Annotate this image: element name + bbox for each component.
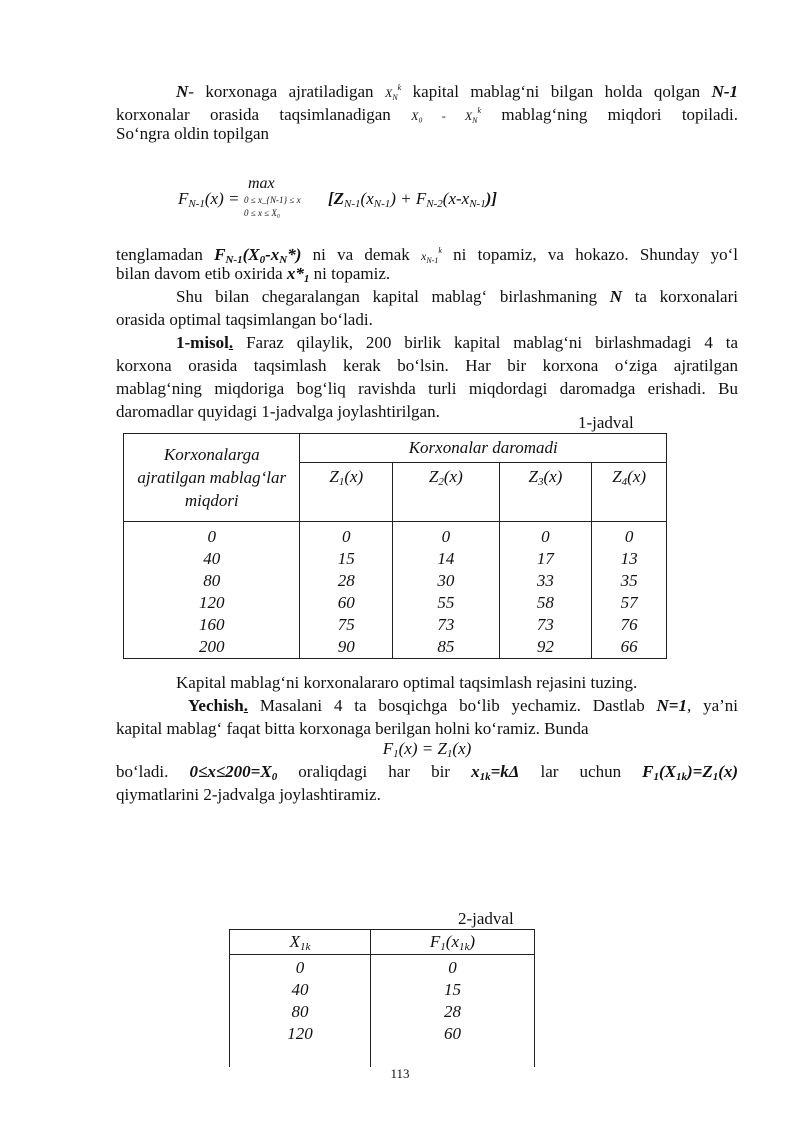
m: (x: [445, 931, 460, 951]
symbol-n: N: [176, 82, 189, 101]
t: ni va demak: [312, 245, 410, 264]
t: oraliqdagi har bir: [298, 762, 450, 781]
t: Faraz qilaylik, 200 birlik kapital mablag‘ni birlashmadagi 4 ta: [246, 333, 739, 352]
symbol-sub: N: [392, 93, 398, 102]
header-line: Korxonalarga: [163, 445, 260, 464]
t: (X: [242, 245, 260, 264]
symbol-xnk: [384, 83, 402, 102]
s: 1: [440, 940, 446, 953]
t: )=Z: [687, 762, 713, 781]
t: F: [214, 245, 226, 264]
table-cell: 200: [198, 637, 225, 656]
symbol-n-1: N-1: [711, 82, 739, 101]
table-cell: 58: [536, 593, 554, 612]
t: .: [243, 696, 248, 715]
sub: N-1: [469, 198, 486, 210]
formula-rhs: [328, 189, 497, 210]
s: N-1: [225, 254, 243, 266]
table-cell: 80: [203, 571, 221, 590]
table-cell: 0: [342, 527, 351, 546]
table1-z4-column: [592, 522, 667, 659]
table1-top-header: Korxonalar daromadi: [300, 434, 667, 463]
t: bilan davom etib oxirida: [116, 264, 283, 283]
t: ta korxonalari: [634, 287, 738, 306]
rest: (x) =: [204, 189, 240, 208]
b: Z: [428, 467, 439, 486]
table1-z3-header: [499, 463, 592, 522]
formula-max: max: [248, 175, 275, 192]
b: Z: [528, 467, 538, 486]
sub: N-1: [188, 198, 205, 210]
s: 1k: [676, 771, 688, 783]
s: 0: [259, 254, 266, 266]
t: *): [287, 245, 302, 264]
s: 2: [438, 476, 444, 488]
t: Shu bilan chegaralangan kapital mablag‘ birlashmaning: [176, 287, 598, 306]
table1-x-column: [124, 522, 300, 659]
table-cell: 120: [198, 593, 225, 612]
table-cell: 14: [437, 549, 455, 568]
t: Masalani 4 ta bosqichga bo‘lib yechamiz. Dastlab: [259, 696, 645, 715]
table-cell: 35: [620, 571, 638, 590]
s: 4: [621, 476, 628, 488]
solution-label: Yechish: [188, 696, 244, 715]
t: lar uchun: [540, 762, 622, 781]
task-statement: Kapital mablag‘ni korxonalararo optimal taqsimlash rejasini tuzing.: [176, 673, 638, 692]
header-line: miqdori: [184, 491, 239, 510]
t: F: [382, 739, 394, 758]
paragraph-intro-line3: So‘ngra oldin topilgan: [116, 124, 269, 143]
t: [Z: [328, 189, 345, 208]
table-1: [123, 433, 667, 659]
r: (x): [627, 467, 647, 486]
t: N=1: [656, 696, 687, 715]
s: N: [279, 254, 288, 266]
text: - korxonaga ajratiladigan: [188, 82, 374, 101]
t: N: [609, 287, 623, 306]
r: (x): [344, 467, 364, 486]
table-cell: 0: [541, 527, 550, 546]
table-cell: 73: [437, 615, 455, 634]
example-1-line1: [116, 331, 738, 354]
s: 1: [712, 771, 719, 783]
paragraph-3-line2: orasida optimal taqsimlangan bo‘ladi.: [116, 310, 373, 329]
table-cell: 0: [207, 527, 216, 546]
table-cell: 92: [536, 637, 554, 656]
table-cell: 76: [620, 615, 638, 634]
paragraph-3-line1: [116, 285, 738, 308]
header-line: ajratilgan mablag‘lar: [137, 468, 287, 487]
t: )]: [485, 189, 498, 208]
table-cell: 57: [620, 593, 638, 612]
table-cell: 40: [203, 549, 221, 568]
text: mablag‘ning miqdori topiladi.: [501, 105, 739, 124]
table-cell: 13: [620, 549, 638, 568]
formula-lhs: [178, 189, 239, 210]
table2-caption: 2-jadval: [458, 909, 514, 928]
s: 1: [653, 771, 660, 783]
t: x*: [286, 264, 304, 283]
table1-z2-header: [393, 463, 500, 522]
table-cell: 0: [448, 958, 457, 977]
page-number: 113: [390, 1066, 410, 1081]
table1-left-header: [124, 434, 300, 522]
table2-f-column: [371, 955, 535, 1068]
symbol-sup: k: [477, 106, 482, 115]
table-cell: 17: [536, 549, 554, 568]
table-cell: 0: [624, 527, 634, 546]
table-cell: 60: [444, 1024, 461, 1043]
sub: N-1: [344, 198, 361, 210]
b: x: [421, 249, 427, 263]
r: (x): [543, 467, 563, 486]
example-1-line2: korxona orasida taqsimlash kerak bo‘lsin. Har bir korxona o‘ziga ajratilgan: [116, 356, 738, 375]
t: (x) = Z: [398, 739, 447, 758]
s: 1k: [300, 940, 311, 953]
symbol-xn1k: [421, 246, 442, 265]
t: (x): [452, 739, 472, 758]
table-2: [229, 929, 535, 1067]
table1-z4-header: [592, 463, 667, 522]
s: N-1: [426, 256, 439, 265]
t: ) + F: [390, 189, 427, 208]
example-label: 1-misol: [176, 333, 229, 352]
t: ni topamiz.: [313, 264, 391, 283]
symbol-base: X₀ - X: [411, 109, 473, 123]
table-cell: 0: [295, 958, 305, 977]
symbol-x0-xnk: [411, 106, 482, 125]
sub: N-2: [426, 198, 443, 210]
table-cell: 160: [198, 615, 225, 634]
table-cell: 55: [437, 593, 455, 612]
t: F: [642, 762, 654, 781]
table-cell: 15: [444, 980, 461, 999]
table-cell: 120: [287, 1024, 313, 1043]
table-cell: 90: [337, 637, 355, 656]
text: kapital mablag‘ni bilgan holda qolgan: [412, 82, 701, 101]
t: tenglamadan: [116, 245, 203, 264]
table-cell: 28: [337, 571, 355, 590]
p: k: [438, 246, 442, 255]
table-cell: 60: [337, 593, 355, 612]
table2-x-column: [230, 955, 371, 1068]
table-cell: 40: [291, 980, 309, 999]
t: , ya’ni: [687, 696, 739, 715]
b: X: [289, 931, 300, 951]
e: ): [469, 931, 476, 951]
t: bo‘ladi.: [116, 762, 169, 781]
s: 0: [271, 771, 278, 783]
table2-header-f1: [371, 930, 535, 955]
sub: N-1: [373, 198, 391, 210]
r: (x): [443, 467, 463, 486]
table-cell: 66: [620, 637, 638, 656]
table2-header-x1k: [230, 930, 371, 955]
t: (x: [360, 189, 374, 208]
table-cell: 75: [337, 615, 355, 634]
table-cell: 30: [437, 571, 455, 590]
symbol-sub: N: [472, 116, 478, 125]
table-cell: 28: [444, 1002, 461, 1021]
table-cell: 73: [536, 615, 554, 634]
s: 1k: [479, 771, 491, 783]
t: (x-x: [442, 189, 470, 208]
b: Z: [329, 467, 339, 486]
symbol-sup: k: [397, 83, 402, 92]
t: (X: [659, 762, 677, 781]
t: x: [471, 762, 480, 781]
solution-line2: kapital mablag‘ faqat bitta korxonaga berilgan holni ko‘ramiz. Bunda: [116, 719, 589, 738]
text: korxonalar orasida taqsimlanadigan: [116, 105, 391, 124]
table1-caption: 1-jadval: [578, 413, 634, 432]
s: 1k: [459, 940, 470, 953]
t: 0≤x≤200=X: [189, 762, 272, 781]
s: 1: [446, 748, 453, 760]
s: 1: [393, 748, 399, 760]
symbol-base: X: [384, 86, 393, 100]
example-1-line4: daromadlar quyidagi 1-jadvalga joylashtirilgan.: [116, 402, 440, 421]
solution-line4: qiymatlarini 2-jadvalga joylashtiramiz.: [116, 785, 381, 804]
table-cell: 80: [291, 1002, 309, 1021]
table-cell: 85: [437, 637, 455, 656]
table-cell: 33: [536, 571, 554, 590]
example-1-line3: mablag‘ning miqdoriga bog‘liq ravishda turli miqdordagi daromadga erishadi. Bu: [116, 379, 738, 398]
formula-constraint-2: 0 ≤ x ≤ X₀: [244, 208, 280, 218]
table-cell: 0: [441, 527, 451, 546]
b: Z: [612, 467, 622, 486]
formula-constraint-1: 0 ≤ x_{N-1} ≤ x: [244, 195, 301, 205]
t: (x): [718, 762, 739, 781]
table1-z1-column: [300, 522, 393, 659]
t: =kΔ: [490, 762, 520, 781]
table1-z2-column: [393, 522, 500, 659]
b: F: [429, 931, 441, 951]
s: 1: [303, 273, 310, 285]
table-cell: 15: [337, 549, 355, 568]
table1-z1-header: [300, 463, 393, 522]
table1-z3-column: [499, 522, 592, 659]
recurrence-formula: [178, 175, 638, 235]
s: 3: [537, 476, 544, 488]
t: -x: [265, 245, 280, 264]
solution-line1: [116, 694, 738, 717]
f: F: [178, 189, 189, 208]
s: 1: [338, 476, 345, 488]
t: .: [228, 333, 234, 352]
t: ni topamiz, va hokazo. Shunday yo‘l: [453, 245, 738, 264]
